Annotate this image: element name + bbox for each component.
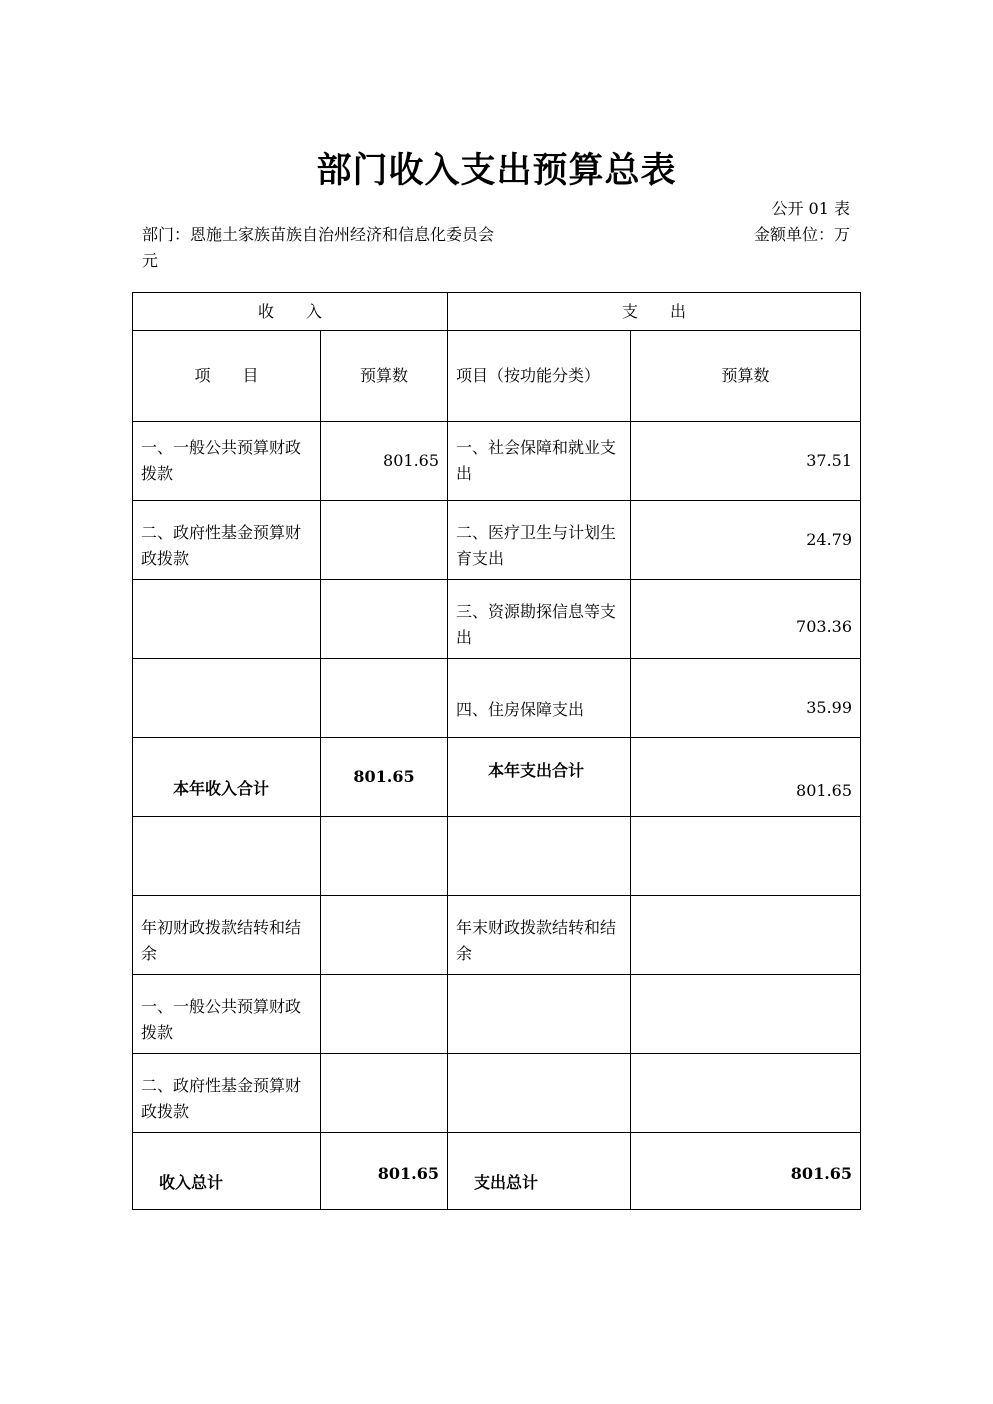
year-expense-total-value: 801.65 <box>631 738 861 817</box>
empty-cell <box>631 975 861 1054</box>
income-value <box>321 501 448 580</box>
empty-cell <box>321 1054 448 1133</box>
year-expense-total-label: 本年支出合计 <box>448 738 631 817</box>
column-header-row <box>133 331 861 422</box>
carry-sub-row <box>133 1054 861 1133</box>
col-header-expense-budget: 预算数 <box>631 331 861 422</box>
income-value: 801.65 <box>321 422 448 501</box>
expense-header: 支 出 <box>448 293 861 331</box>
table-row <box>133 659 861 738</box>
table-row <box>133 580 861 659</box>
income-value <box>321 659 448 738</box>
year-income-total-value: 801.65 <box>321 738 448 817</box>
expense-item: 一、社会保障和就业支出 <box>448 422 631 501</box>
page-title: 部门收入支出预算总表 <box>316 150 677 191</box>
form-code: 公开 01 表 <box>771 199 850 218</box>
empty-cell <box>448 1054 631 1133</box>
empty-cell <box>133 817 321 896</box>
unit-label-continued: 元 <box>142 251 159 270</box>
empty-row <box>133 817 861 896</box>
empty-cell <box>321 975 448 1054</box>
empty-cell <box>631 817 861 896</box>
carry-over-row <box>133 896 861 975</box>
year-total-row <box>133 738 861 817</box>
expense-carry-label: 年末财政拨款结转和结余 <box>448 896 631 975</box>
empty-cell <box>448 817 631 896</box>
col-header-item-function: 项目（按功能分类） <box>448 331 631 422</box>
income-carry-sub2: 二、政府性基金预算财政拨款 <box>133 1054 321 1133</box>
department-label: 部门：恩施土家族苗族自治州经济和信息化委员会 <box>142 225 495 244</box>
income-item: 一、一般公共预算财政拨款 <box>133 422 321 501</box>
empty-cell <box>631 1054 861 1133</box>
table-header-row <box>133 293 861 331</box>
income-item <box>133 580 321 659</box>
income-item: 二、政府性基金预算财政拨款 <box>133 501 321 580</box>
expense-value: 35.99 <box>631 659 861 738</box>
grand-total-row <box>133 1133 861 1210</box>
table-row <box>133 501 861 580</box>
grand-income-total-label: 收入总计 <box>133 1133 321 1210</box>
col-header-income-budget: 预算数 <box>321 331 448 422</box>
col-header-item: 项 目 <box>133 331 321 422</box>
carry-sub-row <box>133 975 861 1054</box>
budget-table <box>132 292 861 1210</box>
expense-item: 三、资源勘探信息等支出 <box>448 580 631 659</box>
expense-value: 703.36 <box>631 580 861 659</box>
expense-carry-value <box>631 896 861 975</box>
income-carry-label: 年初财政拨款结转和结余 <box>133 896 321 975</box>
empty-cell <box>448 975 631 1054</box>
expense-value: 37.51 <box>631 422 861 501</box>
income-carry-sub1: 一、一般公共预算财政拨款 <box>133 975 321 1054</box>
grand-expense-total-value: 801.65 <box>631 1133 861 1210</box>
grand-expense-total-label: 支出总计 <box>448 1133 631 1210</box>
income-header: 收 入 <box>133 293 448 331</box>
empty-cell <box>321 817 448 896</box>
income-value <box>321 580 448 659</box>
unit-label: 金额单位：万 <box>753 225 850 244</box>
expense-item: 四、住房保障支出 <box>448 659 631 738</box>
income-item <box>133 659 321 738</box>
expense-value: 24.79 <box>631 501 861 580</box>
table-row <box>133 422 861 501</box>
income-carry-value <box>321 896 448 975</box>
grand-income-total-value: 801.65 <box>321 1133 448 1210</box>
year-income-total-label: 本年收入合计 <box>133 738 321 817</box>
expense-item: 二、医疗卫生与计划生育支出 <box>448 501 631 580</box>
